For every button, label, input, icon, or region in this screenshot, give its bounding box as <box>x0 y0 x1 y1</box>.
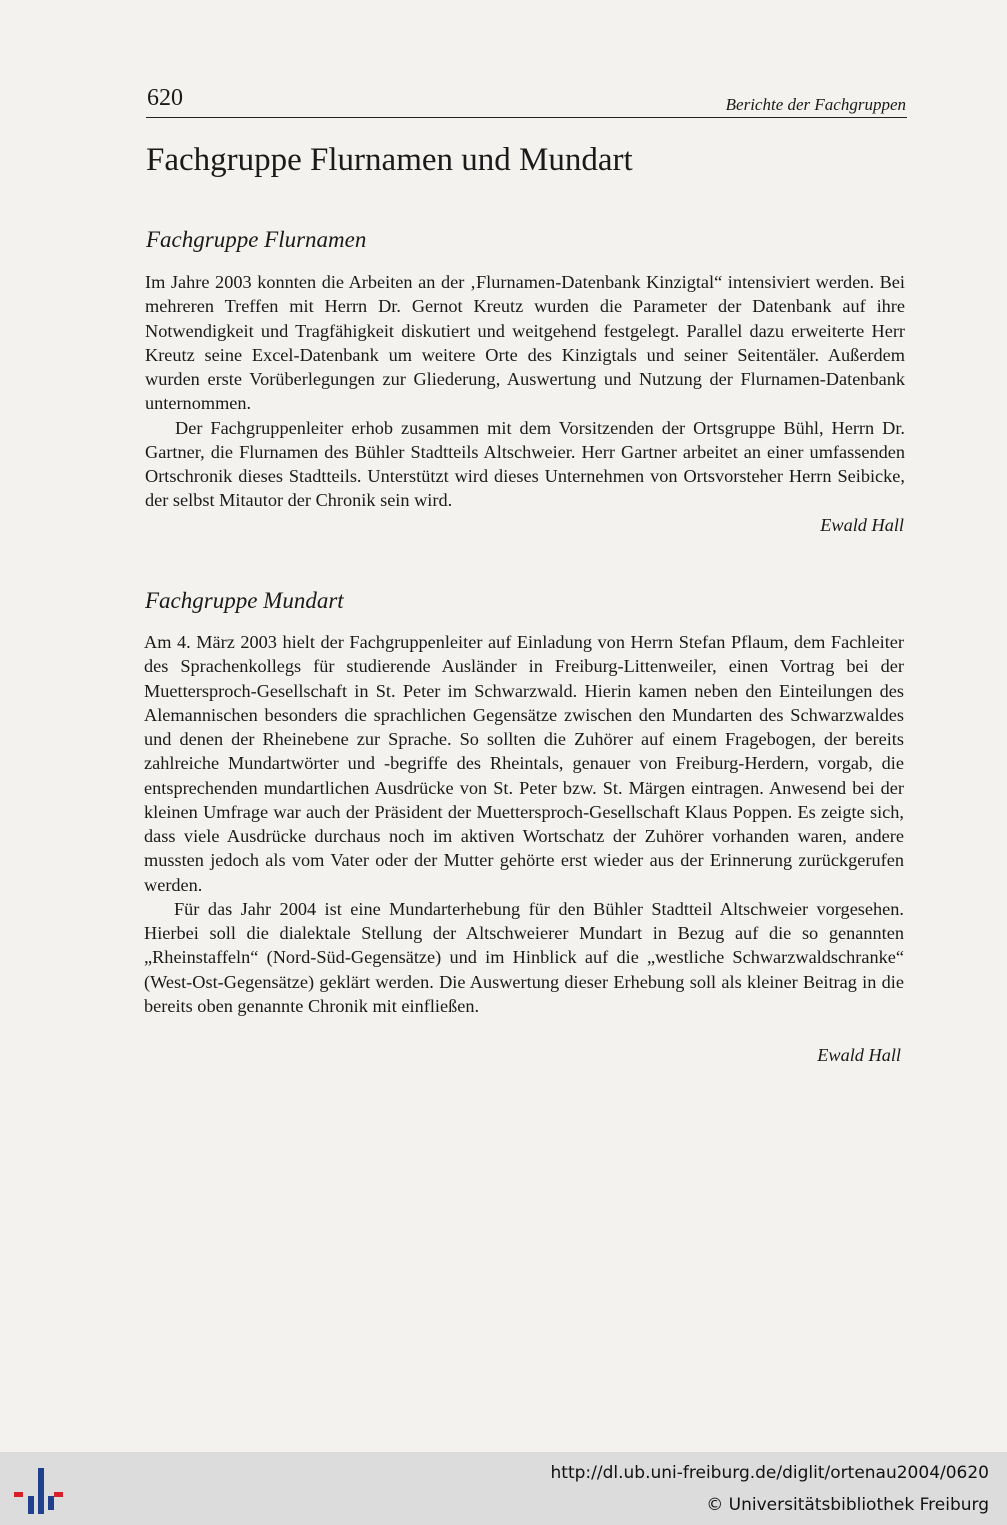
ub-freiburg-logo-icon <box>12 1466 64 1516</box>
section-heading-flurnamen: Fachgruppe Flurnamen <box>146 227 367 252</box>
section-body-flurnamen <box>145 270 905 513</box>
page-number: 620 <box>147 85 183 111</box>
paragraph: Der Fachgruppenleiter erhob zusammen mit dem Vorsitzenden der Ortsgruppe Bühl, Herrn Dr. Gartner, die Flurnamen des Bühler Stadtteils Altschweier. Herr Gartner arbeitet an einer umfassenden Ortschronik dieses Stadtteils. Unterstützt wird dieses Unternehmen von Ortsvorsteher Herrn Seibicke, der selbst Mitautor der Chronik sein wird. <box>145 417 905 511</box>
paragraph: Im Jahre 2003 konnten die Arbeiten an der ‚Flurnamen-Datenbank Kinzigtal“ intensiviert werden. Bei mehreren Treffen mit Herrn Dr. Gernot Kreutz wurden die Parameter der Datenbank auf ihre Notwendigkeit und Tragfähigkeit diskutiert und weitgehend festgelegt. Parallel dazu erweiterte Herr Kreutz seine Excel-Datenbank um weitere Orte des Kinzigtals und seiner Seitentäler. Außerdem wurden erste Vorüberlegungen zur Gliederung, Auswertung und Nutzung der Flurnamen-Datenbank unternommen. <box>145 272 905 414</box>
paragraph: Am 4. März 2003 hielt der Fachgruppenleiter auf Einladung von Herrn Stefan Pflaum, dem Fachleiter des Sprachenkollegs für studierende Ausländer in Freiburg-Littenweiler, einen Vortrag bei der Muettersproch-Gesellschaft in St. Peter im Schwarzwald. Hierin kamen neben den Einteilungen des Alemannischen besonders die sprachlichen Gegensätze zwischen den Mundarten des Schwarzwaldes und denen der Rheinebene zur Sprache. So sollten die Zuhörer auf einem Fragebogen, der bereits zahlreiche Mundartwörter und -begriffe des Rheintals, genauer von Freiburg-Herdern, vorgab, die entsprechenden mundartlichen Ausdrücke von St. Peter bzw. St. Märgen eintragen. Anwesend bei der kleinen Umfrage war auch der Präsident der Muettersproch-Gesellschaft Klaus Poppen. Es zeigte sich, dass viele Ausdrücke durchaus noch im aktiven Wortschatz der Zuhörer vorhanden waren, andere mussten jedoch als vom Vater oder der Mutter gehörte erst wieder aus der Erinnerung zurückgerufen werden. <box>144 632 904 895</box>
section-body-mundart <box>144 630 904 1018</box>
header-rule <box>146 117 907 118</box>
footer-url-link[interactable]: http://dl.ub.uni-freiburg.de/diglit/ortenau2004/0620 <box>550 1463 989 1483</box>
footer-copyright: © Universitätsbibliothek Freiburg <box>706 1495 989 1515</box>
author-signature: Ewald Hall <box>820 515 904 535</box>
main-title: Fachgruppe Flurnamen und Mundart <box>146 142 633 178</box>
section-heading-mundart: Fachgruppe Mundart <box>145 588 344 613</box>
author-signature: Ewald Hall <box>817 1045 901 1065</box>
paragraph: Für das Jahr 2004 ist eine Mundarterhebung für den Bühler Stadtteil Altschweier vorgesehen. Hierbei soll die dialektale Stellung der Altschweierer Mundart in Bezug auf die so genannten „Rheinstaffeln“ (Nord-Süd-Gegensätze) und im Hinblick auf die „westliche Schwarzwaldschranke“ (West-Ost-Gegensätze) geklärt werden. Die Auswertung dieser Erhebung soll als kleiner Beitrag in die bereits oben genannte Chronik mit einfließen. <box>144 898 904 1016</box>
running-title: Berichte der Fachgruppen <box>725 95 906 114</box>
